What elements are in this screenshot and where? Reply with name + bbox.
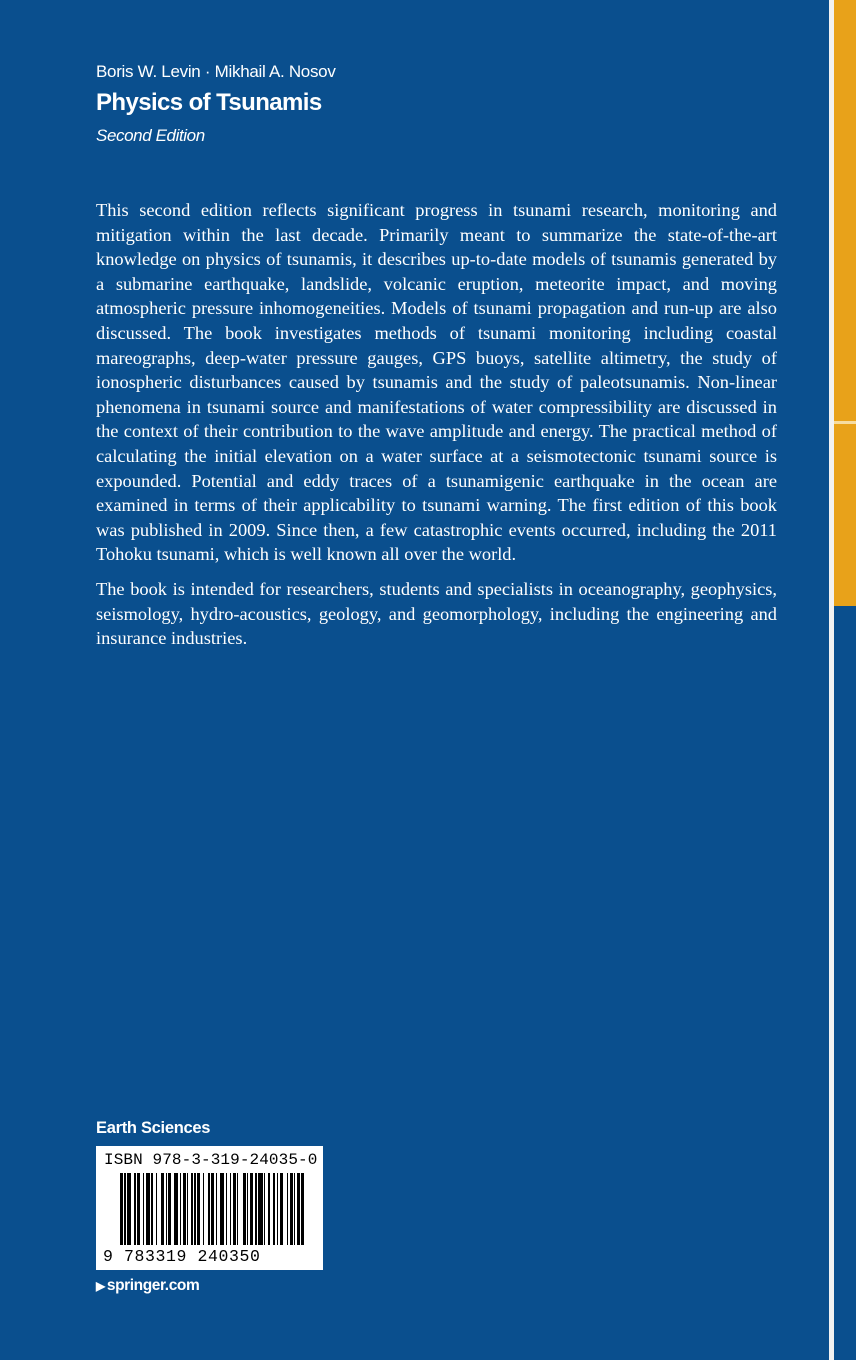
isbn-label: ISBN 978-3-319-24035-0 — [104, 1151, 318, 1169]
authors: Boris W. Levin · Mikhail A. Nosov — [96, 62, 336, 81]
blurb — [96, 198, 777, 661]
barcode-bar — [304, 1173, 305, 1245]
barcode-bars — [120, 1173, 306, 1245]
publisher-website[interactable] — [96, 1277, 199, 1295]
blurb-paragraph-1: This second edition reflects significant progress in tsunami research, monitoring and mitigation within the last decade. Primarily meant to summarize the state-of-the-art knowledge on physics of tsunamis, it describes up-to-date models of tsunamis generated by a submarine earthquake, landslide, volcanic eruption, meteorite impact, and moving atmospheric pressure inhomogeneities. Models of tsunami propagation and run-up are also discussed. The book investigates methods of tsunami monitoring including coastal mareographs, deep-water pressure gauges, GPS buoys, satellite altimetry, the study of ionospheric disturbances caused by tsunamis and the study of paleotsunamis. Non-linear phenomena in tsunami source and manifestations of water compressibility are discussed in the context of their contribution to the wave amplitude and energy. The practical method of calculating the initial elevation on a water surface at a seismotectonic tsunami source is expounded. Potential and eddy traces of a tsunamigenic earthquake in the ocean are examined in terms of their applicability to tsunami warning. The first edition of this book was published in 2009. Since then, a few catastrophic events occurred, including the 2011 Tohoku tsunami, which is well known all over the world. — [96, 200, 777, 565]
isbn-barcode — [96, 1146, 323, 1270]
barcode-digits: 9 783319 240350 — [103, 1247, 261, 1266]
spine-accent-stripe — [834, 0, 856, 606]
subject-category: Earth Sciences — [96, 1119, 211, 1137]
triangle-right-icon: ▶ — [96, 1279, 105, 1293]
book-title: Physics of Tsunamis — [96, 89, 322, 116]
website-text: springer.com — [106, 1277, 200, 1294]
blurb-paragraph-2: The book is intended for researchers, students and specialists in oceanography, geophysics, seismology, hydro-acoustics, geology, and geomorphology, including the engineering and insurance industries. — [96, 578, 777, 649]
edition: Second Edition — [96, 126, 205, 145]
spine-divider — [834, 421, 856, 424]
